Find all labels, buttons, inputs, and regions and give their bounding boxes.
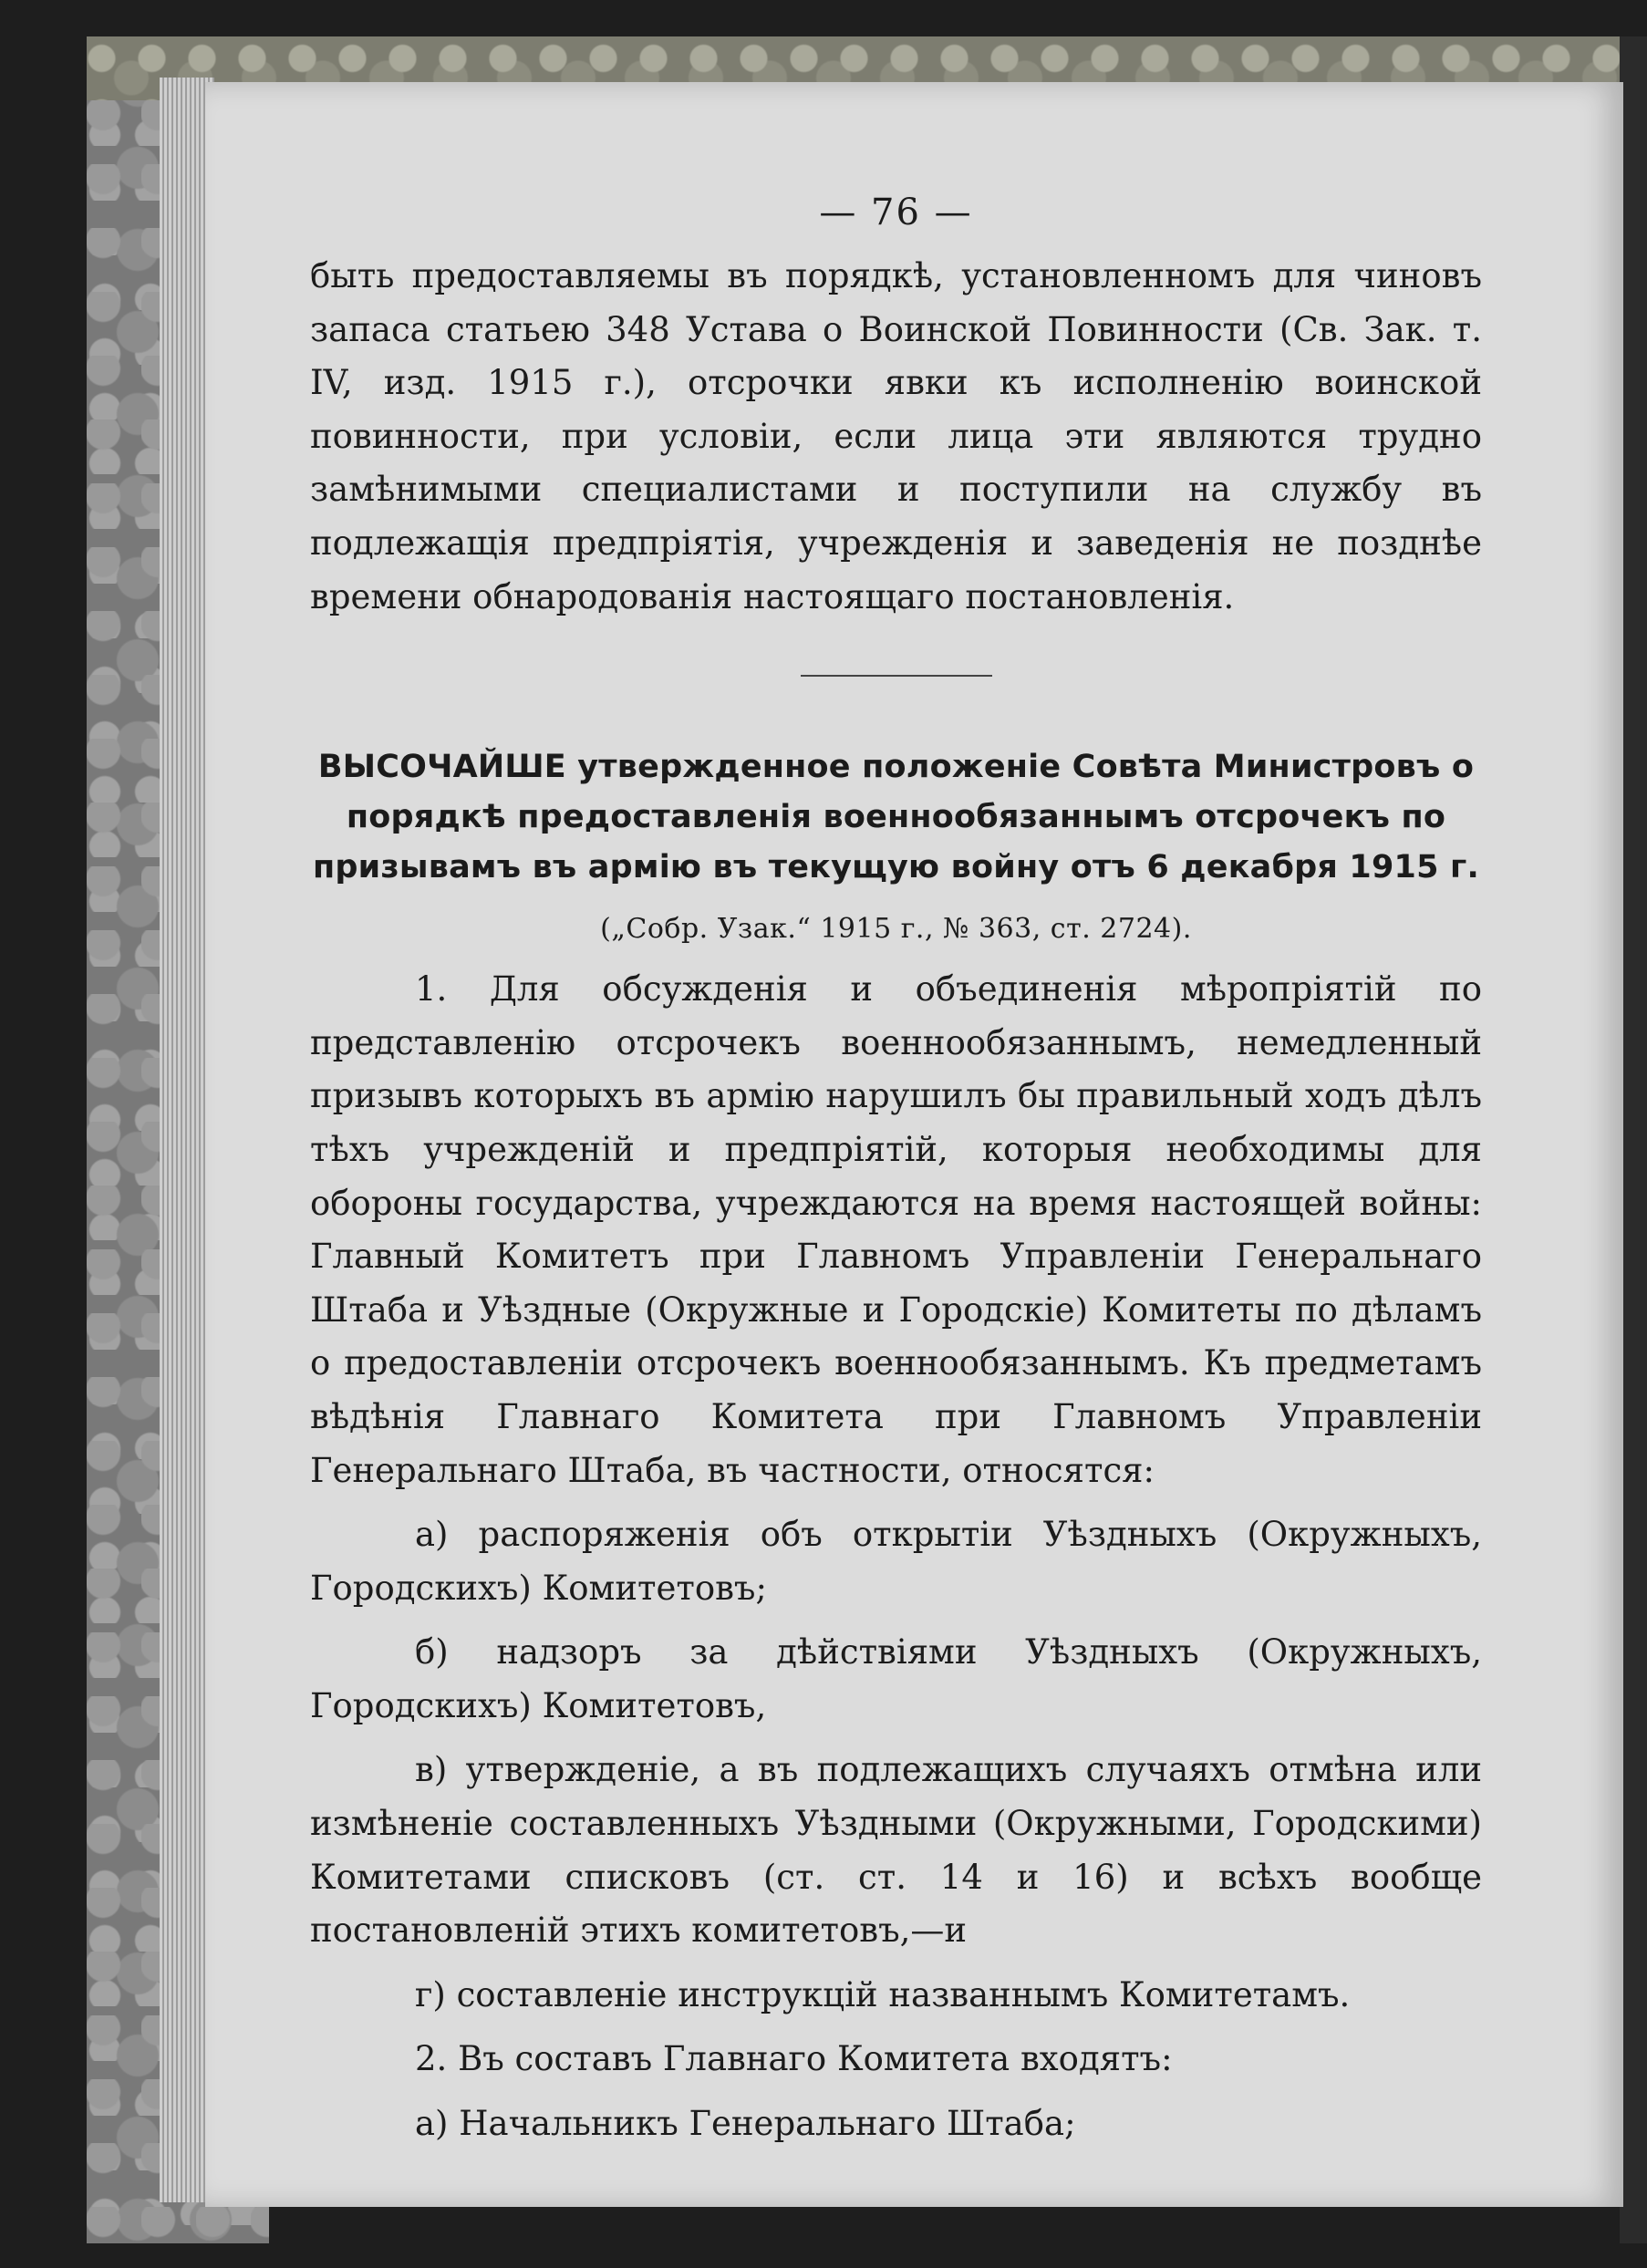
list-item-g: г) составленіе инструкцій названнымъ Комитетамъ. [415, 1974, 1351, 2014]
book-spine-shadow [1620, 36, 1647, 2243]
book-page [205, 82, 1623, 2207]
list-item-a: а) распоряженія объ открытіи Уѣздныхъ (Окружныхъ, Городскихъ) Комитетовъ; [310, 1515, 1482, 1608]
article-1-paragraph: 1. Для обсужденія и объединенія мѣропріятій по представленію отсрочекъ военнообязаннымъ, немедленный призывъ которыхъ въ армію нарушилъ бы правильный ходъ дѣлъ тѣхъ учрежденій и предпріятій, которыя необходимы для обороны государства, учреждаются на время настоящей войны: Главный Комитетъ при Главномъ Управленіи Генеральнаго Штаба и Уѣздные (Окружные и Городскіе) Комитеты по дѣламъ о предоставленіи отсрочекъ военнообязаннымъ. Къ предметамъ вѣдѣнія Главнаго Комитета при Главномъ Управленіи Генеральнаго Штаба, въ частности, относятся: [310, 969, 1482, 1490]
section-heading: ВЫСОЧАЙШЕ утвержденное положеніе Совѣта Министровъ о порядкѣ предоставленія военнообязаннымъ отсрочекъ по призывамъ въ армію въ текущую войну отъ 6 декабря 1915 г. [312, 749, 1480, 886]
page-content [310, 192, 1482, 2151]
article-2-paragraph: 2. Въ составъ Главнаго Комитета входятъ: [415, 2039, 1173, 2079]
list-item-v: в) утвержденіе, а въ подлежащихъ случаяхъ отмѣна или измѣненіе составленныхъ Уѣздными (Окружными, Городскими) Комитетами списковъ (ст. ст. 14 и 16) и всѣхъ вообще постановленій этихъ комитетовъ,—и [310, 1750, 1482, 1951]
paragraph-continuation: быть предоставляемы въ порядкѣ, установленномъ для чиновъ запаса статьею 348 Устава о Воинской Повинности (Св. Зак. т. IV, изд. 1915 г.), отсрочки явки къ исполненію воинской повинности, при условіи, если лица эти являются трудно замѣнимыми специалистами и поступили на службу въ подлежащія предпріятія, учрежденія и заведенія не позднѣе времени обнародованія настоящаго постановленія. [310, 256, 1482, 616]
page-number: — 76 — [819, 192, 973, 233]
source-citation: („Собр. Узак.“ 1915 г., № 363, ст. 2724). [600, 913, 1192, 946]
list-item-b: б) надзоръ за дѣйствіями Уѣздныхъ (Окружныхъ, Городскихъ) Комитетовъ, [310, 1632, 1482, 1725]
section-divider [801, 675, 992, 677]
article-2-item-a: а) Начальникъ Генеральнаго Штаба; [415, 2104, 1076, 2144]
